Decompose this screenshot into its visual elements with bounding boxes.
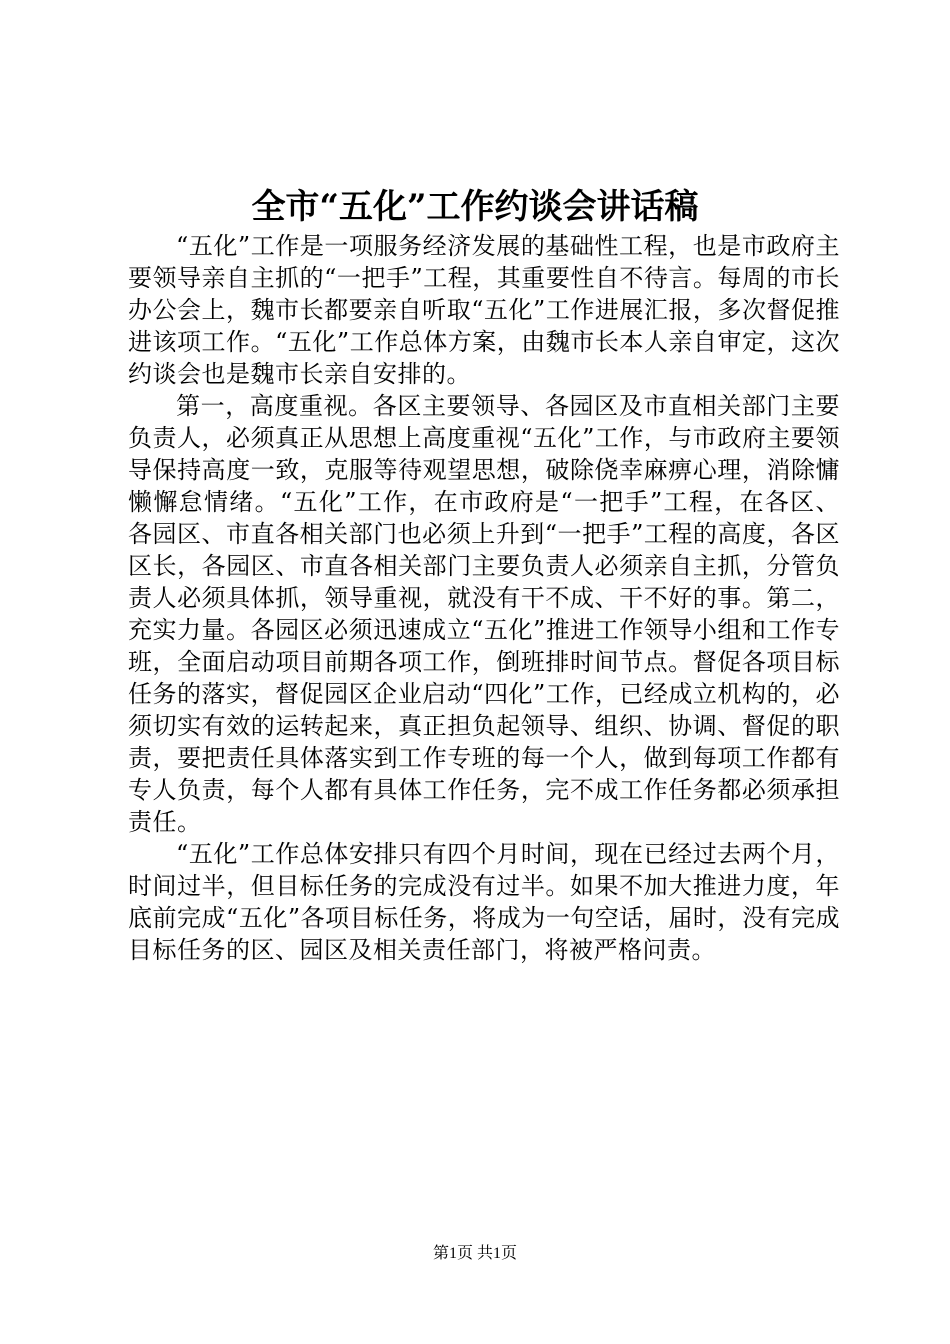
paragraph-intro: “五化”工作是一项服务经济发展的基础性工程，也是市政府主要领导亲自主抓的“一把手”工程，其重要性自不待言。每周的市长办公会上，魏市长都要亲自听取“五化”工作进展汇报，多次督促推进该项工作。“五化”工作总体方案，由魏市长本人亲自审定，这次约谈会也是魏市长亲自安排的。 bbox=[128, 232, 840, 388]
document-body bbox=[128, 230, 840, 966]
document-title: 全市“五化”工作约谈会讲话稿 bbox=[251, 187, 699, 227]
paragraph-requirements: 第一，高度重视。各区主要领导、各园区及市直相关部门主要负责人，必须真正从思想上高度重视“五化”工作，与市政府主要领导保持高度一致，克服等待观望思想，破除侥幸麻痹心理，消除慵懒懈怠情绪。“五化”工作，在市政府是“一把手”工程，在各区、各园区、市直各相关部门也必须上升到“一把手”工程的高度，各区区长，各园区、市直各相关部门主要负责人必须亲自主抓，分管负责人必须具体抓，领导重视，就没有干不成、干不好的事。第二，充实力量。各园区必须迅速成立“五化”推进工作领导小组和工作专班，全面启动项目前期各项工作，倒班排时间节点。督促各项目标任务的落实，督促园区企业启动“四化”工作，已经成立机构的，必须切实有效的运转起来，真正担负起领导、组织、协调、督促的职责，要把责任具体落实到工作专班的每一个人，做到每项工作都有专人负责，每个人都有具体工作任务，完不成工作任务都必须承担责任。 bbox=[128, 392, 840, 836]
page-number-footer: 第1页 共1页 bbox=[432, 1245, 517, 1262]
paragraph-conclusion: “五化”工作总体安排只有四个月时间，现在已经过去两个月，时间过半，但目标任务的完成没有过半。如果不加大推进力度，年底前完成“五化”各项目标任务，将成为一句空话，届时，没有完成目标任务的区、园区及相关责任部门，将被严格问责。 bbox=[128, 840, 840, 964]
